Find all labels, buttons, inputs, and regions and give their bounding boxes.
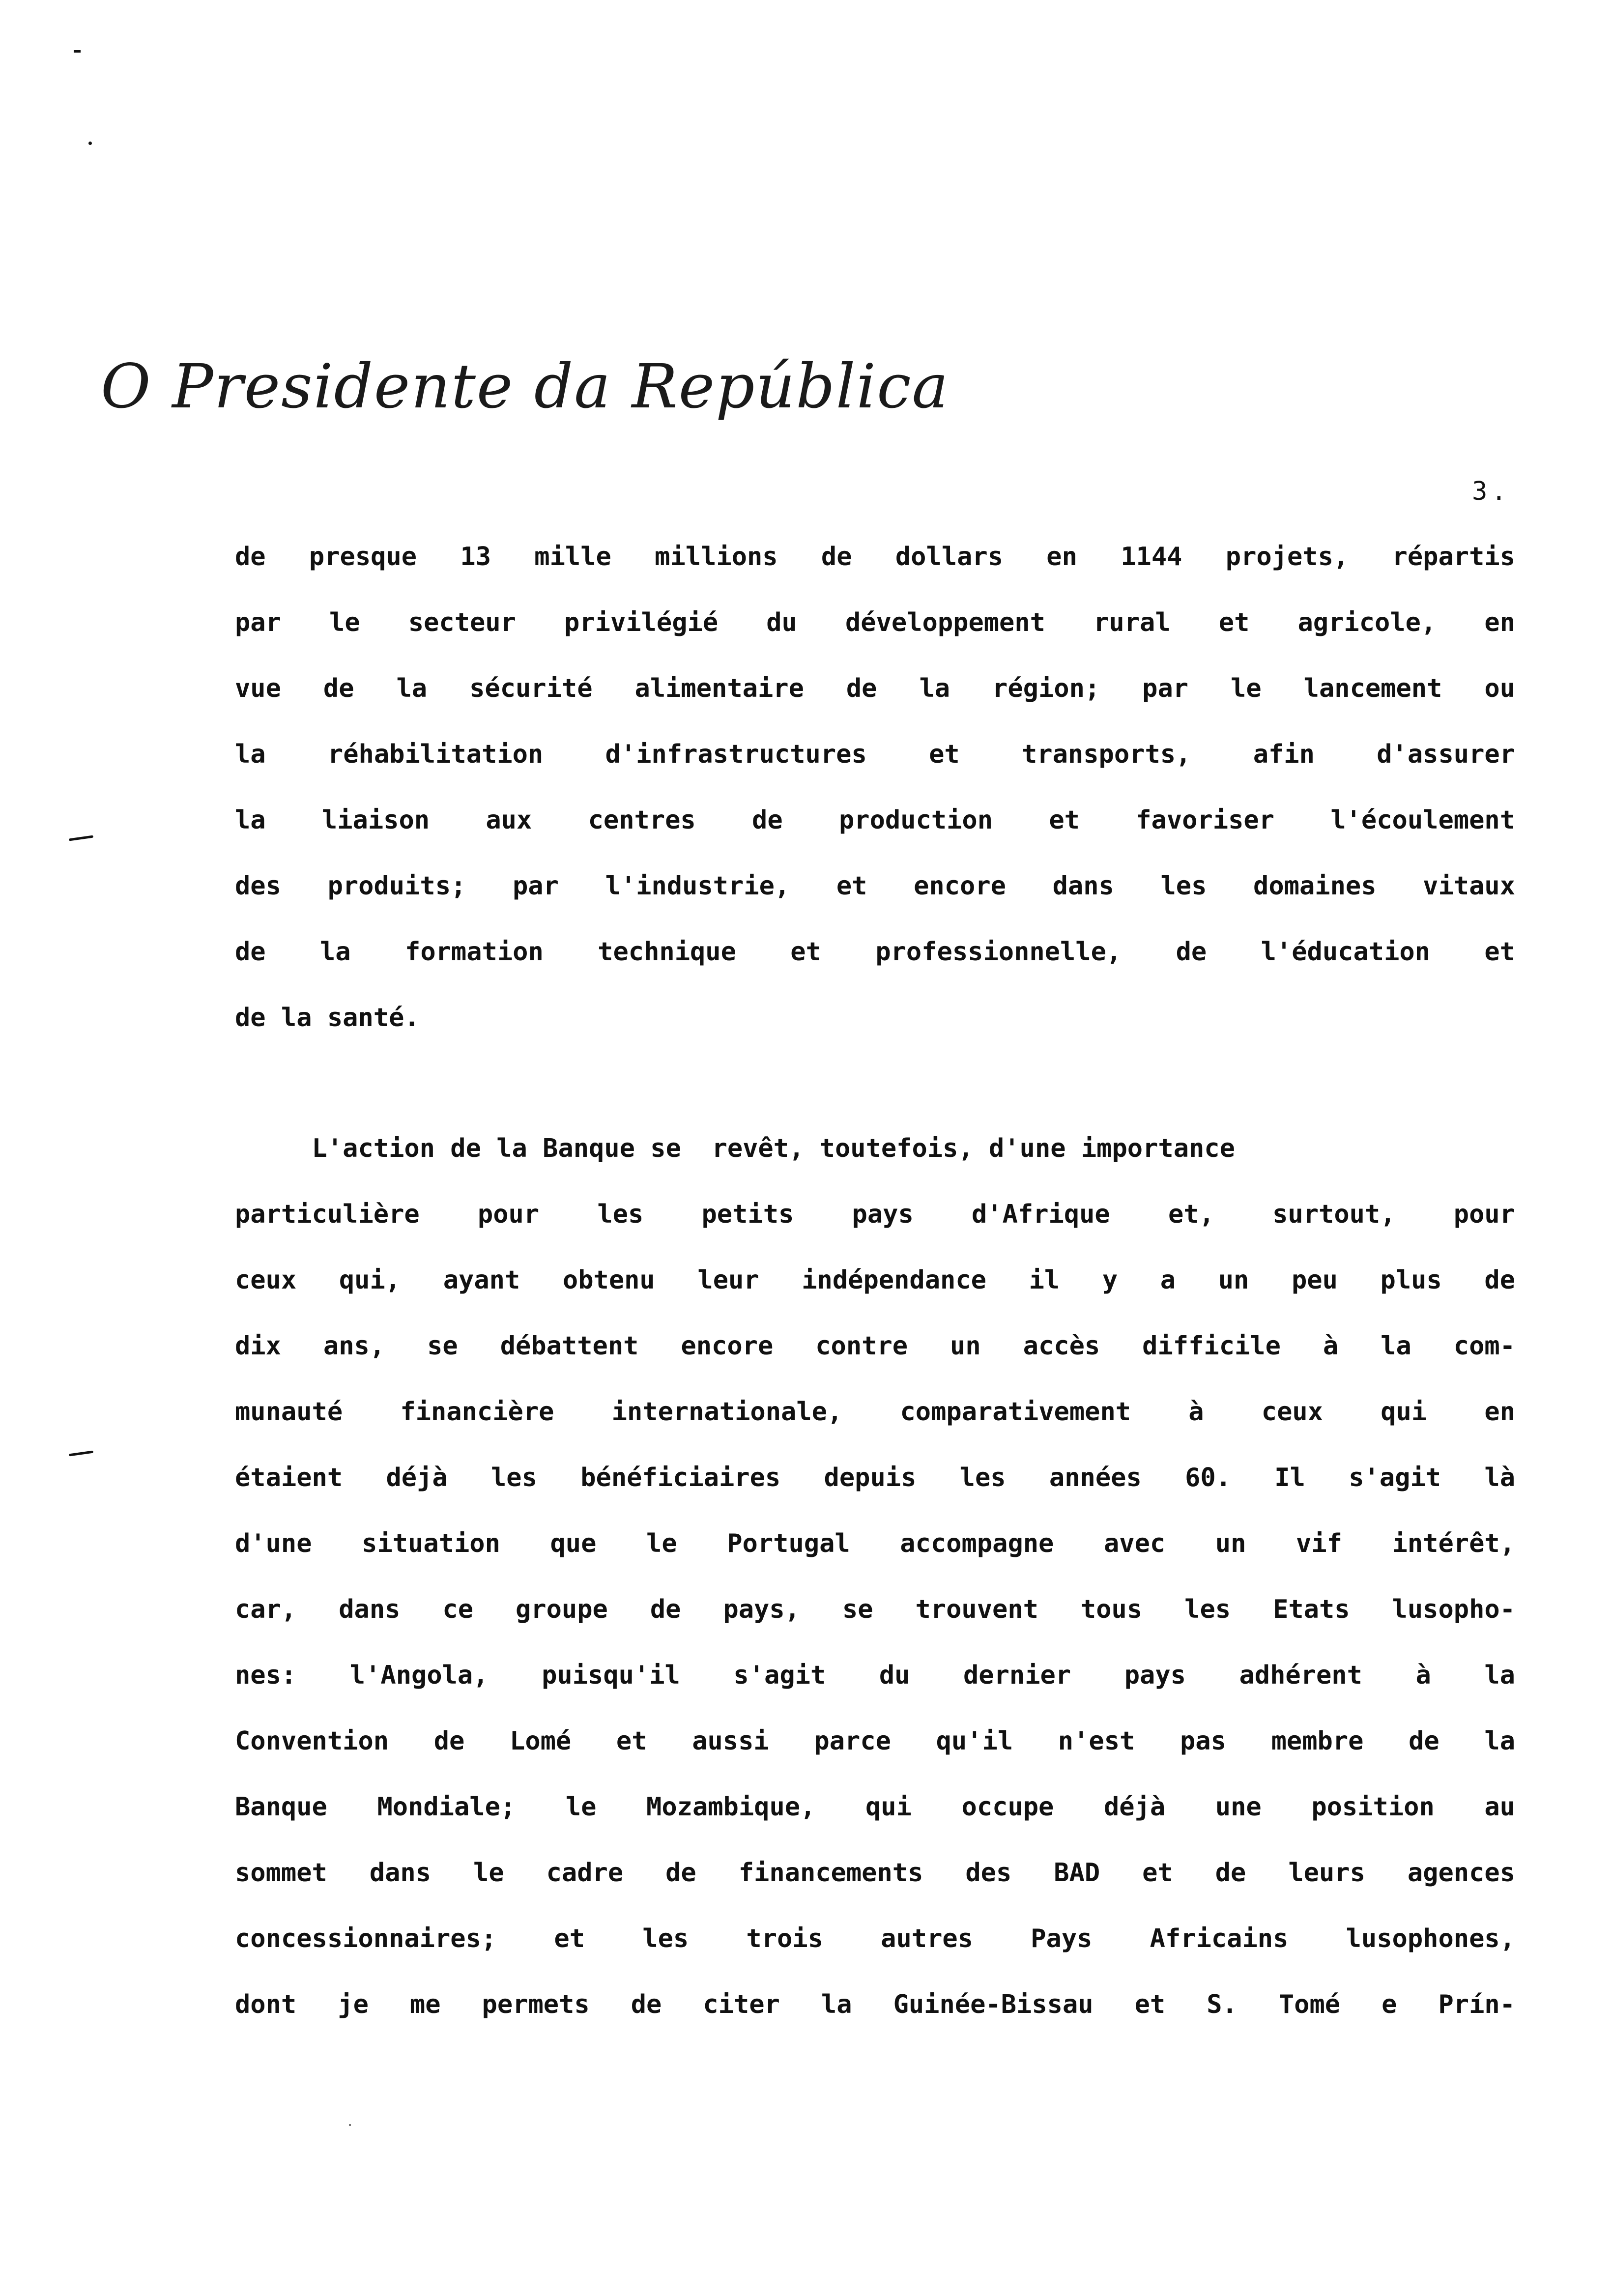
page-number: 3.: [1472, 477, 1511, 506]
paragraph-1-line-4: la réhabilitation d'infrastructures et transports, afin d'assurer: [235, 740, 1515, 769]
paragraph-2-line-8: car, dans ce groupe de pays, se trouvent tous les Etats lusopho-: [235, 1595, 1515, 1624]
paragraph-2-line-14: dont je me permets de citer la Guinée-Bissau et S. Tomé e Prín-: [235, 1990, 1515, 2019]
paragraph-1-line-2: par le secteur privilégié du développement rural et agricole, en: [235, 608, 1515, 637]
paragraph-2-line-6: étaient déjà les bénéficiaires depuis les années 60. Il s'agit là: [235, 1463, 1515, 1492]
paragraph-1-line-1: de presque 13 mille millions de dollars en 1144 projets, répartis: [235, 542, 1515, 572]
paragraph-1-line-7: de la formation technique et professionnelle, de l'éducation et: [235, 937, 1515, 967]
paragraph-1-line-5: la liaison aux centres de production et favoriser l'écoulement: [235, 805, 1515, 835]
paragraph-2-line-10: Convention de Lomé et aussi parce qu'il n'est pas membre de la: [235, 1726, 1515, 1756]
paragraph-2-line-5: munauté financière internationale, comparativement à ceux qui en: [235, 1397, 1515, 1427]
scan-mark-top-dash: [74, 50, 81, 53]
paragraph-2-line-13: concessionnaires; et les trois autres Pays Africains lusophones,: [235, 1924, 1515, 1953]
paragraph-2-line-3: ceux qui, ayant obtenu leur indépendance il y a un peu plus de: [235, 1265, 1515, 1295]
paragraph-1-line-6: des produits; par l'industrie, et encore dans les domaines vitaux: [235, 871, 1515, 901]
paragraph-2-line-12: sommet dans le cadre de financements des BAD et de leurs agences: [235, 1858, 1515, 1888]
paragraph-2-line-4: dix ans, se débattent encore contre un accès difficile à la com-: [235, 1331, 1515, 1361]
scan-mark-top-dot: [88, 142, 92, 145]
letterhead-title: O Presidente da República: [101, 351, 950, 422]
paragraph-2-line-7: d'une situation que le Portugal accompagne avec un vif intérêt,: [235, 1529, 1515, 1558]
paragraph-1-line-3: vue de la sécurité alimentaire de la région; par le lancement ou: [235, 674, 1515, 703]
paragraph-2-line-1: L'action de la Banque se revêt, toutefois, d'une importance: [235, 1134, 1235, 1163]
scan-mark-bottom-dot: [349, 2124, 351, 2126]
paragraph-2-line-11: Banque Mondiale; le Mozambique, qui occupe déjà une position au: [235, 1792, 1515, 1822]
scan-mark-left-2: [69, 1451, 93, 1457]
paragraph-2-line-2: particulière pour les petits pays d'Afrique et, surtout, pour: [235, 1200, 1515, 1229]
scan-mark-left-1: [69, 835, 93, 841]
paragraph-1-line-8: de la santé.: [235, 1003, 420, 1033]
paragraph-2-line-9: nes: l'Angola, puisqu'il s'agit du dernier pays adhérent à la: [235, 1661, 1515, 1690]
